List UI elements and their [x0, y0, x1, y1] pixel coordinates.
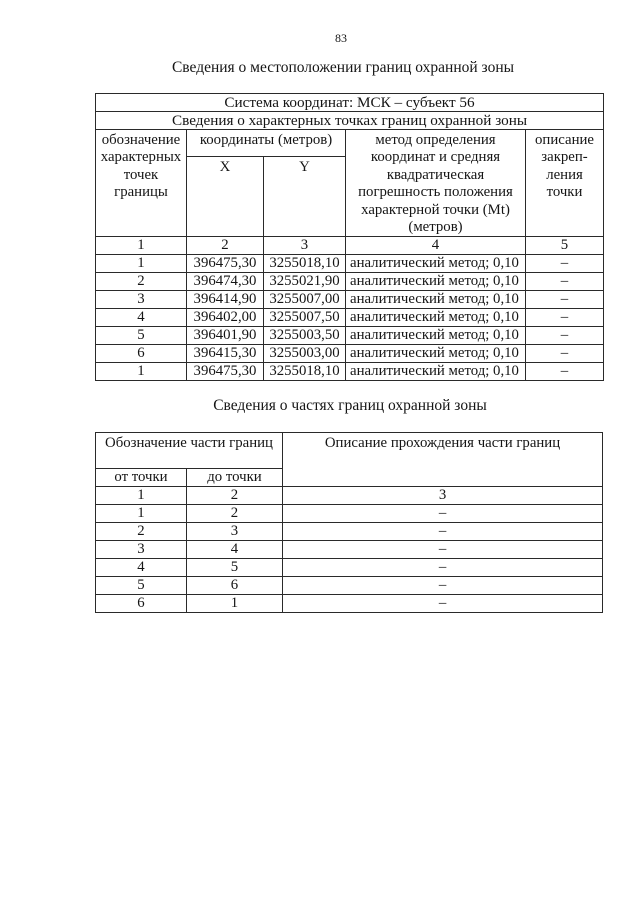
header-from-point: от точки	[96, 469, 187, 487]
method-accuracy: аналитический метод; 0,10	[346, 345, 526, 363]
fixing-description: –	[526, 309, 604, 327]
method-accuracy: аналитический метод; 0,10	[346, 255, 526, 273]
x-coordinate: 396415,30	[187, 345, 264, 363]
table-row	[96, 327, 604, 345]
table-row	[96, 559, 603, 577]
method-accuracy: аналитический метод; 0,10	[346, 363, 526, 381]
column-numbers-row	[96, 237, 604, 255]
y-coordinate: 3255018,10	[264, 255, 346, 273]
to-point: 4	[187, 541, 283, 559]
y-coordinate: 3255021,90	[264, 273, 346, 291]
column-numbers-row	[96, 487, 603, 505]
fixing-description: –	[526, 327, 604, 345]
part-description: –	[283, 577, 603, 595]
header-coordinates: координаты (метров)	[187, 130, 346, 157]
table-row	[96, 577, 603, 595]
header-x: X	[187, 157, 264, 237]
column-number: 3	[264, 237, 346, 255]
to-point: 5	[187, 559, 283, 577]
table-row	[96, 309, 604, 327]
header-row	[96, 433, 603, 469]
page-number: 83	[335, 31, 347, 45]
column-number: 3	[283, 487, 603, 505]
to-point: 3	[187, 523, 283, 541]
x-coordinate: 396474,30	[187, 273, 264, 291]
header-to-point: до точки	[187, 469, 283, 487]
table-row	[96, 273, 604, 291]
table-row	[96, 505, 603, 523]
fixing-description: –	[526, 363, 604, 381]
location-section-title: Сведения о местоположении границ охранной зоны	[171, 59, 515, 76]
point-number: 5	[96, 327, 187, 345]
part-description: –	[283, 559, 603, 577]
table-caption-row	[96, 112, 604, 130]
part-description: –	[283, 541, 603, 559]
to-point: 1	[187, 595, 283, 613]
from-point: 5	[96, 577, 187, 595]
method-accuracy: аналитический метод; 0,10	[346, 291, 526, 309]
coordinate-system: Система координат: МСК – субъект 56	[96, 94, 604, 112]
header-description: Описание прохождения части границ	[283, 433, 603, 487]
point-number: 6	[96, 345, 187, 363]
part-description: –	[283, 595, 603, 613]
y-coordinate: 3255003,50	[264, 327, 346, 345]
point-number: 3	[96, 291, 187, 309]
column-number: 1	[96, 237, 187, 255]
y-coordinate: 3255007,50	[264, 309, 346, 327]
header-designation: Обозначение части границ	[96, 433, 283, 469]
table-row	[96, 595, 603, 613]
point-number: 1	[96, 363, 187, 381]
header-method: метод определения координат и средняя квадратическая погрешность положения характерной точки (Mt) (метров)	[346, 130, 526, 237]
column-number: 1	[96, 487, 187, 505]
x-coordinate: 396414,90	[187, 291, 264, 309]
fixing-description: –	[526, 255, 604, 273]
from-point: 6	[96, 595, 187, 613]
x-coordinate: 396475,30	[187, 363, 264, 381]
boundary-parts-table	[95, 432, 603, 613]
y-coordinate: 3255018,10	[264, 363, 346, 381]
column-number: 2	[187, 487, 283, 505]
to-point: 6	[187, 577, 283, 595]
method-accuracy: аналитический метод; 0,10	[346, 327, 526, 345]
table-row	[96, 523, 603, 541]
to-point: 2	[187, 505, 283, 523]
table-row	[96, 291, 604, 309]
from-point: 4	[96, 559, 187, 577]
method-accuracy: аналитический метод; 0,10	[346, 273, 526, 291]
table-caption: Сведения о характерных точках границ охранной зоны	[96, 112, 604, 130]
parts-section-title: Сведения о частях границ охранной зоны	[213, 397, 487, 414]
from-point: 3	[96, 541, 187, 559]
x-coordinate: 396475,30	[187, 255, 264, 273]
x-coordinate: 396402,00	[187, 309, 264, 327]
coordinate-system-row	[96, 94, 604, 112]
from-point: 1	[96, 505, 187, 523]
table-row	[96, 363, 604, 381]
point-number: 2	[96, 273, 187, 291]
part-description: –	[283, 505, 603, 523]
y-coordinate: 3255007,00	[264, 291, 346, 309]
point-number: 4	[96, 309, 187, 327]
header-row	[96, 130, 604, 157]
column-number: 2	[187, 237, 264, 255]
column-number: 5	[526, 237, 604, 255]
method-accuracy: аналитический метод; 0,10	[346, 309, 526, 327]
header-y: Y	[264, 157, 346, 237]
x-coordinate: 396401,90	[187, 327, 264, 345]
header-point: обозначение характерных точек границы	[96, 130, 187, 237]
fixing-description: –	[526, 345, 604, 363]
fixing-description: –	[526, 291, 604, 309]
part-description: –	[283, 523, 603, 541]
table-row	[96, 345, 604, 363]
column-number: 4	[346, 237, 526, 255]
table-row	[96, 541, 603, 559]
boundary-points-table	[95, 93, 604, 381]
table-row	[96, 255, 604, 273]
header-fixing: описание закреп- ления точки	[526, 130, 604, 237]
from-point: 2	[96, 523, 187, 541]
point-number: 1	[96, 255, 187, 273]
fixing-description: –	[526, 273, 604, 291]
y-coordinate: 3255003,00	[264, 345, 346, 363]
